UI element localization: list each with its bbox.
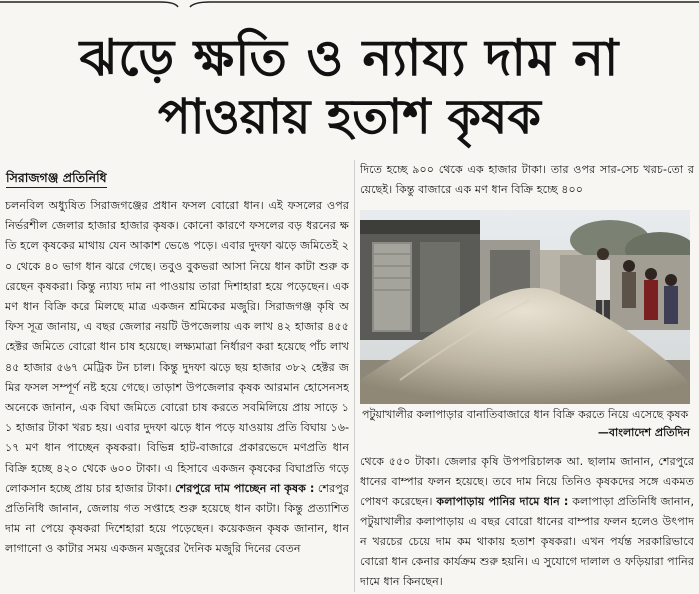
subhead-sherpur: শেরপুরে দাম পাচ্ছেন না কৃষক : [175,481,315,495]
headline [0,28,699,146]
headline-line-2: পাওয়ায় হতাশ কৃষক [158,89,541,145]
article-paragraph-sherpur: শেরপুর প্রতিনিধি জানান, জেলায় গত সপ্তাহে শুরু হয়েছে ধান কাটা। কিন্তু প্রত্যাশিত দাম না পেয়ে কৃষকরা দিশেহারা হয়ে পড়েছেন। কয়েকজন কৃষক জানান, ধান লাগানো ও কাটার সময় একজন মজুরের দৈনিক মজুরি দিনের বেতন [5,481,349,556]
column-divider [354,160,355,592]
rice-heap-photo-illustration [360,210,690,404]
news-photo [360,210,690,404]
article-paragraph-kalapara: কলাপাড়া প্রতিনিধি জানান, পটুয়াখালীর কলাপাড়ায় এ বছর বোরো ধানের বাম্পার ফলন হলেও উৎপাদন খরচের চেয়ে দাম কম থাকায় হতাশ কৃষকরা। এখন পর্যন্ত সরকারিভাবে বোরো ধান কেনার কার্যক্রম শুরু হয়নি। এ সুযোগে দালাল ও ফড়িয়ারা পানির দামে ধান কিনছেন। [360,495,694,588]
top-border-rule [0,0,699,8]
photo-credit: —বাংলাদেশ প্রতিদিন [597,426,690,439]
article-left-column [5,196,349,592]
byline: সিরাজগঞ্জ প্রতিনিধি [6,170,107,188]
article-paragraph-main: চলনবিল অধ্যুষিত সিরাজগঞ্জের প্রধান ফসল বোরো ধান। এই ফসলের ওপর নির্ভরশীল জেলার হাজার হাজার কৃষক। কোনো কারণে ফসলের বড় ধরনের ক্ষতি হলে কৃষকের মাথায় যেন আকাশ ভেঙে পড়ে। এবার দুদফা ঝড়ে জমিতেই ২০ থেকে ৪০ ভাগ ধান ঝরে গেছে। তবুও বুকভরা আসা নিয়ে ধান কাটা শুরু করেছেন কৃষকরা। কিন্তু ন্যায্য দাম না পাওয়ায় তারা দিশাহারা হয়ে পড়েছেন। এক মণ ধান বিক্রি করে মিলছে মাত্র একজন শ্রমিকের মজুরি। সিরাজগঞ্জ কৃষি অফিস সূত্র জানায়, এ বছর জেলার নয়টি উপজেলায় এক লাখ ৪২ হাজার ৪৫৫ হেক্টর জমিতে বোরো ধান চাষ হয়েছে। লক্ষ্যমাত্রা নির্ধারণ করা হয়েছে পাঁচ লাখ ৪৫ হাজার ৫৬৭ মেট্রিক টন চাল। কিন্তু দুদফা ঝড়ে ছয় হাজার ৩৮২ হেক্টর জমির ফসল সম্পূর্ণ নষ্ট হয়ে গেছে। তাড়াশ উপজেলার কৃষক আরমান হোসেনসহ অনেকে জানান, এক বিঘা জমিতে বোরো চাষ করতে সবমিলিয়ে প্রায় সাড়ে ১১ হাজার টাকা খরচ হয়। এবার দুদফা ঝড়ে ধান পড়ে যাওয়ায় প্রতি বিঘায় ১৬-১৭ মণ ধান পাচ্ছেন কৃষকরা। বিভিন্ন হাট-বাজারে প্রকারভেদে মণপ্রতি ধান বিক্রি হচ্ছে ৪২০ থেকে ৬০০ টাকা। এ হিসাবে একজন কৃষকের বিঘাপ্রতি গড়ে লোকসান হচ্ছে প্রায় চার হাজার টাকা। [5,199,349,495]
photo-caption [362,406,690,442]
subhead-kalapara: কলাপাড়ায় পানির দামে ধান : [436,495,569,508]
photo-caption-text: পটুয়াখালীর কলাপাড়ার বানাতিবাজারে ধান বিক্রি করতে নিয়ে এসেছে কৃষক [362,408,689,421]
article-right-column-top: দিতে হচ্ছে ৯০০ থেকে এক হাজার টাকা। তার ওপর সার-সেচ খরচ-তো রয়েছেই। কিন্তু বাজারে এক মণ ধান বিক্রি হচ্ছে ৪০০ [360,163,694,196]
headline-line-1: ঝড়ে ক্ষতি ও ন্যায্য দাম না [79,29,620,87]
article-right-column-bottom [360,452,694,592]
article-paragraph-sherpur-cont: থেকে ৫৫০ টাকা। জেলার কৃষি উপপরিচালক আ. ছালাম জানান, শেরপুরে ধানের বাম্পার ফলন হয়েছে। তবে দাম নিয়ে তিনিও কৃষকদের সঙ্গে একমত পোষণ করেছেন। [360,455,694,508]
